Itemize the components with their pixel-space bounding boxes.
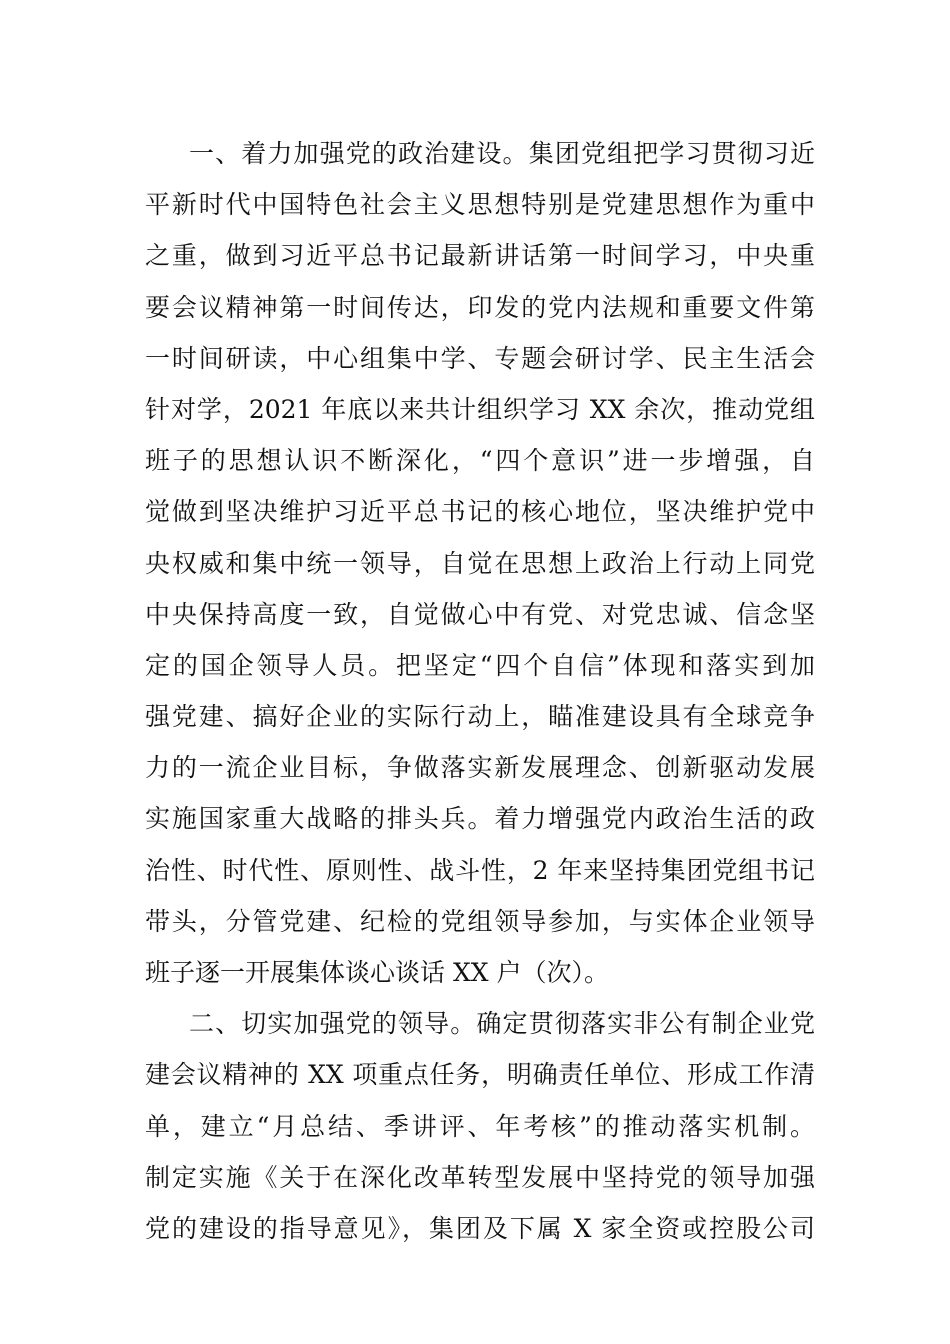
paragraph-line: 二、切实加强党的领导。确定贯彻落实非公有制企业党 [189, 1009, 815, 1039]
paragraph-line: 定的国企领导人员。把坚定“四个自信”体现和落实到加 [145, 650, 815, 680]
paragraph-line: 央权威和集中统一领导，自觉在思想上政治上行动上同党 [145, 548, 815, 578]
paragraph-line: 建会议精神的 XX 项重点任务，明确责任单位、形成工作清 [145, 1060, 815, 1090]
paragraph-line: 之重，做到习近平总书记最新讲话第一时间学习，中央重 [145, 241, 815, 271]
paragraph-line: 班子逐一开展集体谈心谈话 XX 户（次）。 [145, 958, 609, 987]
paragraph-line: 治性、时代性、原则性、战斗性，2 年来坚持集团党组书记 [145, 855, 815, 885]
paragraph-line: 强党建、搞好企业的实际行动上，瞄准建设具有全球竞争 [145, 702, 815, 732]
paragraph-line: 要会议精神第一时间传达，印发的党内法规和重要文件第 [145, 292, 815, 322]
paragraph-line: 制定实施《关于在深化改革转型发展中坚持党的领导加强 [145, 1162, 815, 1192]
paragraph-line: 班子的思想认识不断深化，“四个意识”进一步增强，自 [145, 446, 815, 476]
paragraph-line: 单，建立“月总结、季讲评、年考核”的推动落实机制。 [145, 1111, 815, 1141]
paragraph-line: 中央保持高度一致，自觉做心中有党、对党忠诚、信念坚 [145, 599, 815, 629]
paragraph-line: 平新时代中国特色社会主义思想特别是党建思想作为重中 [145, 190, 815, 220]
paragraph-line: 带头，分管党建、纪检的党组领导参加，与实体企业领导 [145, 906, 815, 936]
paragraph-line: 党的建设的指导意见》，集团及下属 X 家全资或控股公司 [145, 1213, 815, 1243]
paragraph-line: 一、着力加强党的政治建设。集团党组把学习贯彻习近 [189, 139, 815, 168]
paragraph-line: 觉做到坚决维护习近平总书记的核心地位，坚决维护党中 [145, 497, 815, 527]
paragraph-line: 力的一流企业目标，争做落实新发展理念、创新驱动发展 [145, 753, 815, 783]
document-body [145, 128, 815, 1254]
paragraph-party-leadership [145, 998, 815, 1254]
paragraph-line: 实施国家重大战略的排头兵。着力增强党内政治生活的政 [145, 804, 815, 834]
paragraph-line: 一时间研读，中心组集中学、专题会研讨学、民主生活会 [145, 343, 815, 373]
paragraph-political-construction [145, 128, 815, 998]
paragraph-line: 针对学，2021 年底以来共计组织学习 XX 余次，推动党组 [145, 394, 815, 424]
